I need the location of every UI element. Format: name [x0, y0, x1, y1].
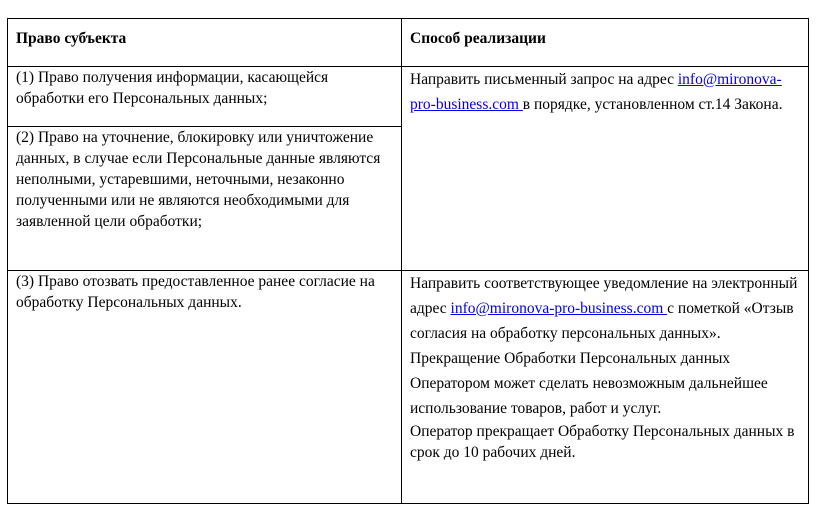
email-link[interactable]: info@mironova-pro-business.com	[450, 300, 668, 317]
table-header-row	[8, 19, 809, 67]
method-withdraw-cell	[402, 271, 809, 504]
right-info-cell: (1) Право получения информации, касающейся обработки его Персональных данных;	[8, 67, 402, 127]
method-withdraw-paragraph	[410, 271, 800, 421]
method-withdraw-text: Направить соответствующее уведомление на электронный адрес	[410, 275, 798, 317]
table-row	[8, 271, 809, 504]
right-withdraw-cell: (3) Право отозвать предоставленное ранее согласие на обработку Персональных данных.	[8, 271, 402, 504]
method-withdraw-note: Оператор прекращает Обработку Персональных данных в срок до 10 рабочих дней.	[410, 423, 795, 461]
method-request-text: Направить письменный запрос на адрес	[410, 71, 678, 88]
email-link[interactable]: info@mironova-pro-business.com	[410, 71, 782, 113]
table-row	[8, 67, 809, 127]
method-withdraw-text-end: с пометкой «Отзыв согласия на обработку персональных данных». Прекращение Обработки Персональных данных Оператором может сделать невозможным дальнейшее использование товаров, работ и услуг.	[410, 300, 794, 417]
right-correction-cell: (2) Право на уточнение, блокировку или уничтожение данных, в случае если Персональные данные являются неполными, устаревшими, неточными, незаконно полученными или не являются необходимыми для заявленной цели обработки;	[8, 127, 402, 271]
rights-table	[7, 18, 809, 504]
header-subject-right: Право субъекта	[8, 19, 402, 67]
header-method: Способ реализации	[402, 19, 809, 67]
method-request-text-end: в порядке, установленном ст.14 Закона.	[522, 96, 783, 113]
method-request-cell	[402, 67, 809, 271]
